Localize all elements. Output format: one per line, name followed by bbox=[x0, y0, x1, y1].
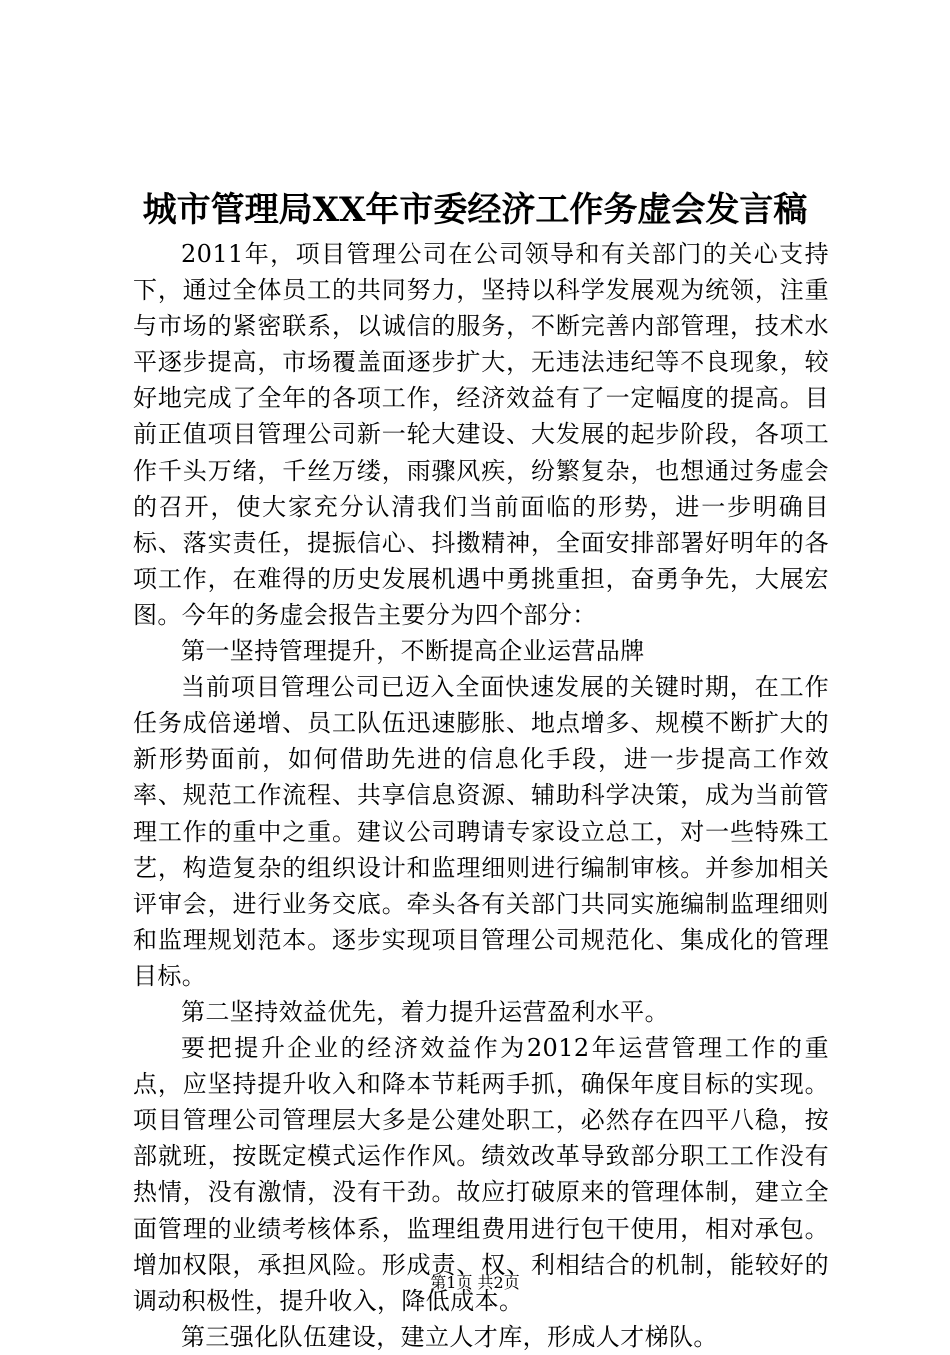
document-body bbox=[133, 236, 829, 1355]
paragraph-intro: 2011年，项目管理公司在公司领导和有关部门的关心支持下，通过全体员工的共同努力，坚持以科学发展观为统领，注重与市场的紧密联系，以诚信的服务，不断完善内部管理，技术水平逐步提高，市场覆盖面逐步扩大，无违法违纪等不良现象，较好地完成了全年的各项工作，经济效益有了一定幅度的提高。目前正值项目管理公司新一轮大建设、大发展的起步阶段，各项工作千头万绪，千丝万缕，雨骤风疾，纷繁复杂，也想通过务虚会的召开，使大家充分认清我们当前面临的形势，进一步明确目标、落实责任，提振信心、抖擞精神，全面安排部署好明年的各项工作，在难得的历史发展机遇中勇挑重担，奋勇争先，大展宏图。今年的务虚会报告主要分为四个部分： bbox=[133, 240, 829, 629]
section-heading-3: 第三强化队伍建设，建立人才库，形成人才梯队。 bbox=[181, 1322, 718, 1351]
paragraph-section-1: 当前项目管理公司已迈入全面快速发展的关键时期，在工作任务成倍递增、员工队伍迅速膨胀、地点增多、规模不断扩大的新形势面前，如何借助先进的信息化手段，进一步提高工作效率、规范工作流程、共享信息资源、辅助科学决策，成为当前管理工作的重中之重。建议公司聘请专家设立总工，对一些特殊工艺，构造复杂的组织设计和监理细则进行编制审核。并参加相关评审会，进行业务交底。牵头各有关部门共同实施编制监理细则和监理规划范本。逐步实现项目管理公司规范化、集成化的管理目标。 bbox=[133, 673, 829, 990]
section-heading-1: 第一坚持管理提升，不断提高企业运营品牌 bbox=[181, 637, 645, 666]
paragraph-section-2: 要把提升企业的经济效益作为2012年运营管理工作的重点，应坚持提升收入和降本节耗两手抓，确保年度目标的实现。项目管理公司管理层大多是公建处职工，必然存在四平八稳，按部就班，按既定模式运作作风。绩效改革导致部分职工工作没有热情，没有激情，没有干劲。故应打破原来的管理体制，建立全面管理的业绩考核体系，监理组费用进行包干使用，相对承包。增加权限，承担风险。形成责、权、利相结合的机制，能较好的调动积极性，提升收入，降低成本。 bbox=[133, 1034, 829, 1315]
document-title: 城市管理局XX年市委经济工作务虚会发言稿 bbox=[142, 190, 808, 230]
page-footer: 第1页 共2页 bbox=[430, 1273, 520, 1292]
section-heading-2: 第二坚持效益优先，着力提升运营盈利水平。 bbox=[181, 997, 669, 1026]
